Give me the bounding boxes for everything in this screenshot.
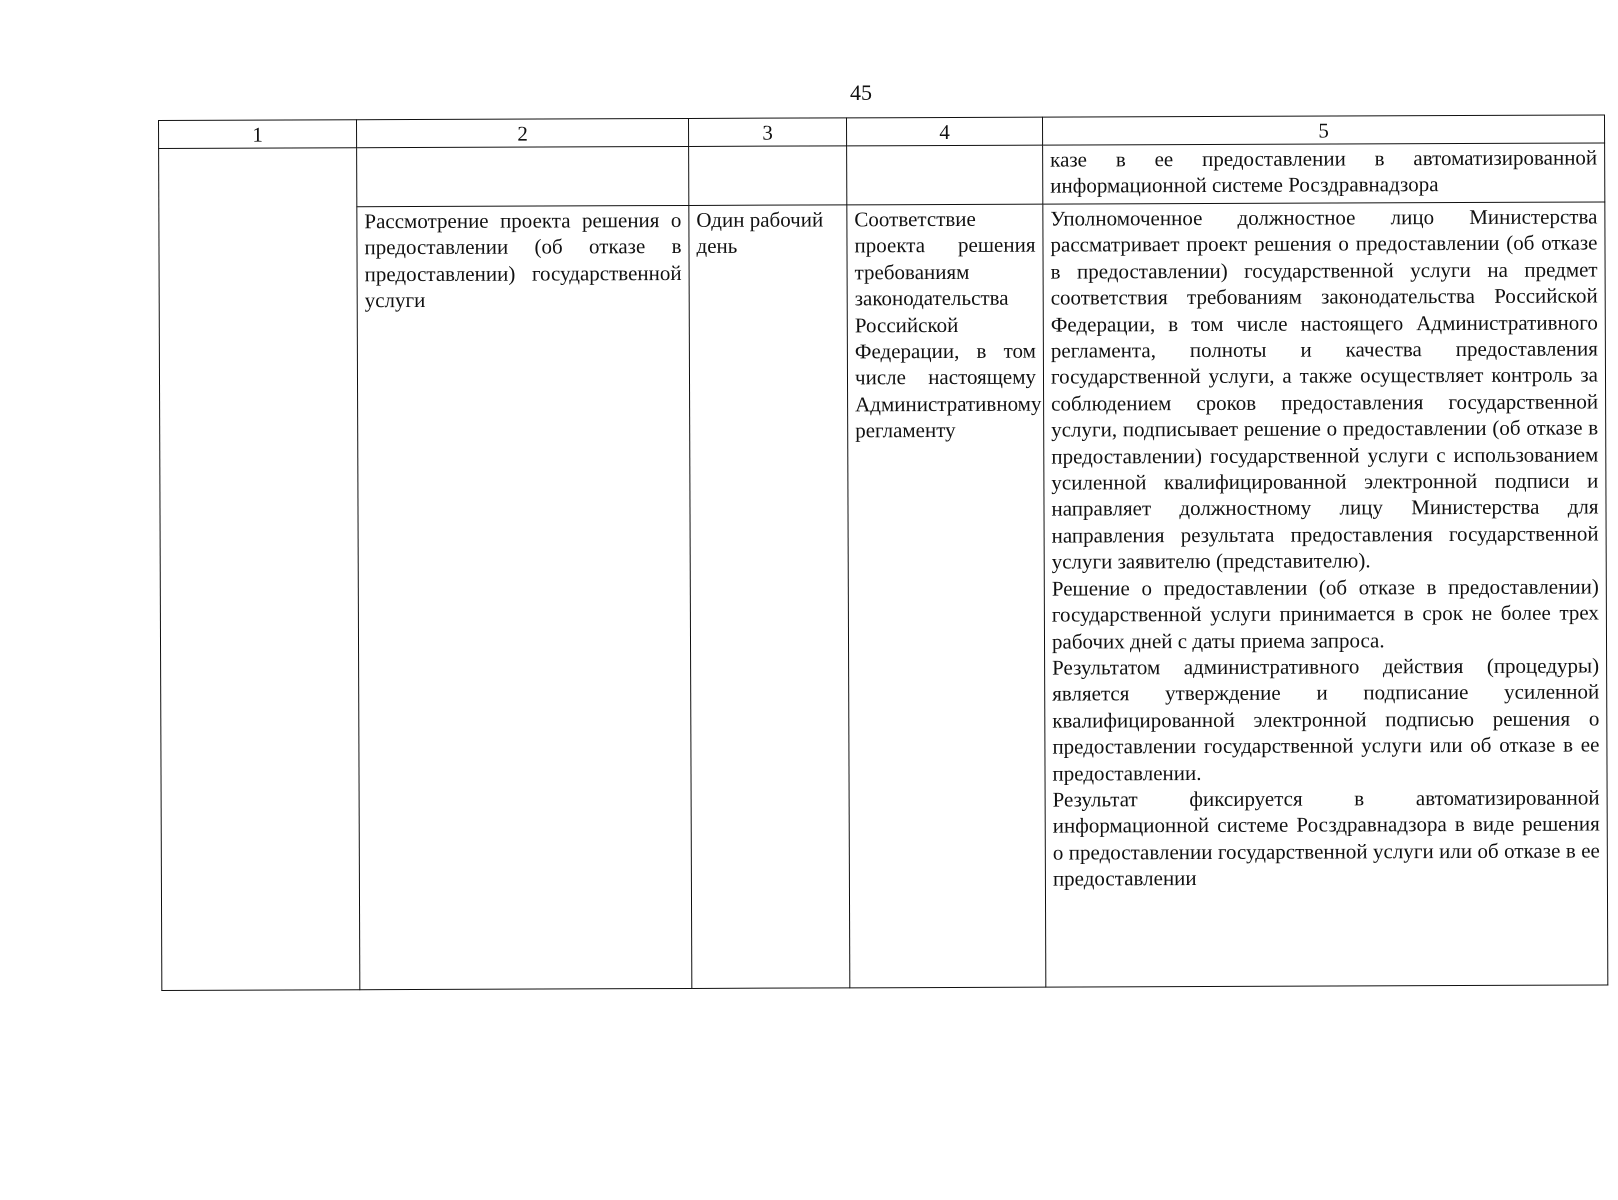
procedure-table bbox=[158, 114, 1608, 991]
row1-cell-col3 bbox=[689, 146, 847, 206]
row-cell-col1 bbox=[159, 148, 360, 991]
table-row bbox=[159, 202, 1608, 991]
description-paragraph-1: Уполномоченное должностное лицо Министерства рассматривает проект решения о предоставлении (об отказе в предоставлении) государственной услуги на предмет соответствия требованиям законодательства Российской Федерации, в том числе настоящего Административного регламента, полноты и качества предоставления государственной услуги, а также осуществляет контроль за соблюдением сроков предоставления государственной услуги, подписывает решение о предоставлении (об отказе в предоставлении) государственной услуги с использованием усиленной квалифицированной электронной подписи и направляет должностному лицу Министерства для направления результата предоставления государственной услуги заявителю (представителю). bbox=[1050, 204, 1599, 574]
description-paragraph-2: Решение о предоставлении (об отказе в предоставлении) государственной услуги принимается в срок не более трех рабочих дней с даты приема запроса. bbox=[1051, 574, 1599, 654]
row1-cell-col5 bbox=[1043, 143, 1605, 204]
procedure-name-cell: Рассмотрение проекта решения о предоставлении (об отказе в предоставлении) государственной услуги bbox=[357, 205, 692, 989]
description-paragraph-4: Результат фиксируется в автоматизированной информационной системе Росздравнадзора в виде решения о предоставлении государственной услуги или об отказе в ее предоставлении bbox=[1052, 785, 1600, 891]
column-header-3: 3 bbox=[688, 118, 846, 147]
description-cell bbox=[1043, 202, 1608, 987]
table-row bbox=[159, 143, 1605, 208]
duration-cell: Один рабочий день bbox=[689, 205, 850, 989]
column-header-2: 2 bbox=[357, 118, 689, 147]
row1-col5-paragraph: казе в ее предоставлении в автоматизированной информационной системе Росздравнадзора bbox=[1050, 145, 1598, 198]
document-sheet bbox=[158, 114, 1607, 991]
column-header-5: 5 bbox=[1042, 115, 1604, 145]
column-header-4: 4 bbox=[846, 117, 1042, 146]
criteria-cell: Соответствие проекта решения требованиям законодательства Российской Федерации, в том числе настоящему Административному регламенту bbox=[847, 204, 1046, 988]
page-number: 45 bbox=[850, 80, 872, 105]
description-paragraph-3: Результатом административного действия (процедуры) является утверждение и подписание усиленной квалифицированной электронной подписью решения о предоставлении государственной услуги или об отказе в ее предоставлении. bbox=[1052, 653, 1600, 786]
row1-cell-col4 bbox=[847, 145, 1043, 205]
column-header-1: 1 bbox=[159, 120, 357, 149]
row1-cell-col2 bbox=[357, 146, 689, 206]
